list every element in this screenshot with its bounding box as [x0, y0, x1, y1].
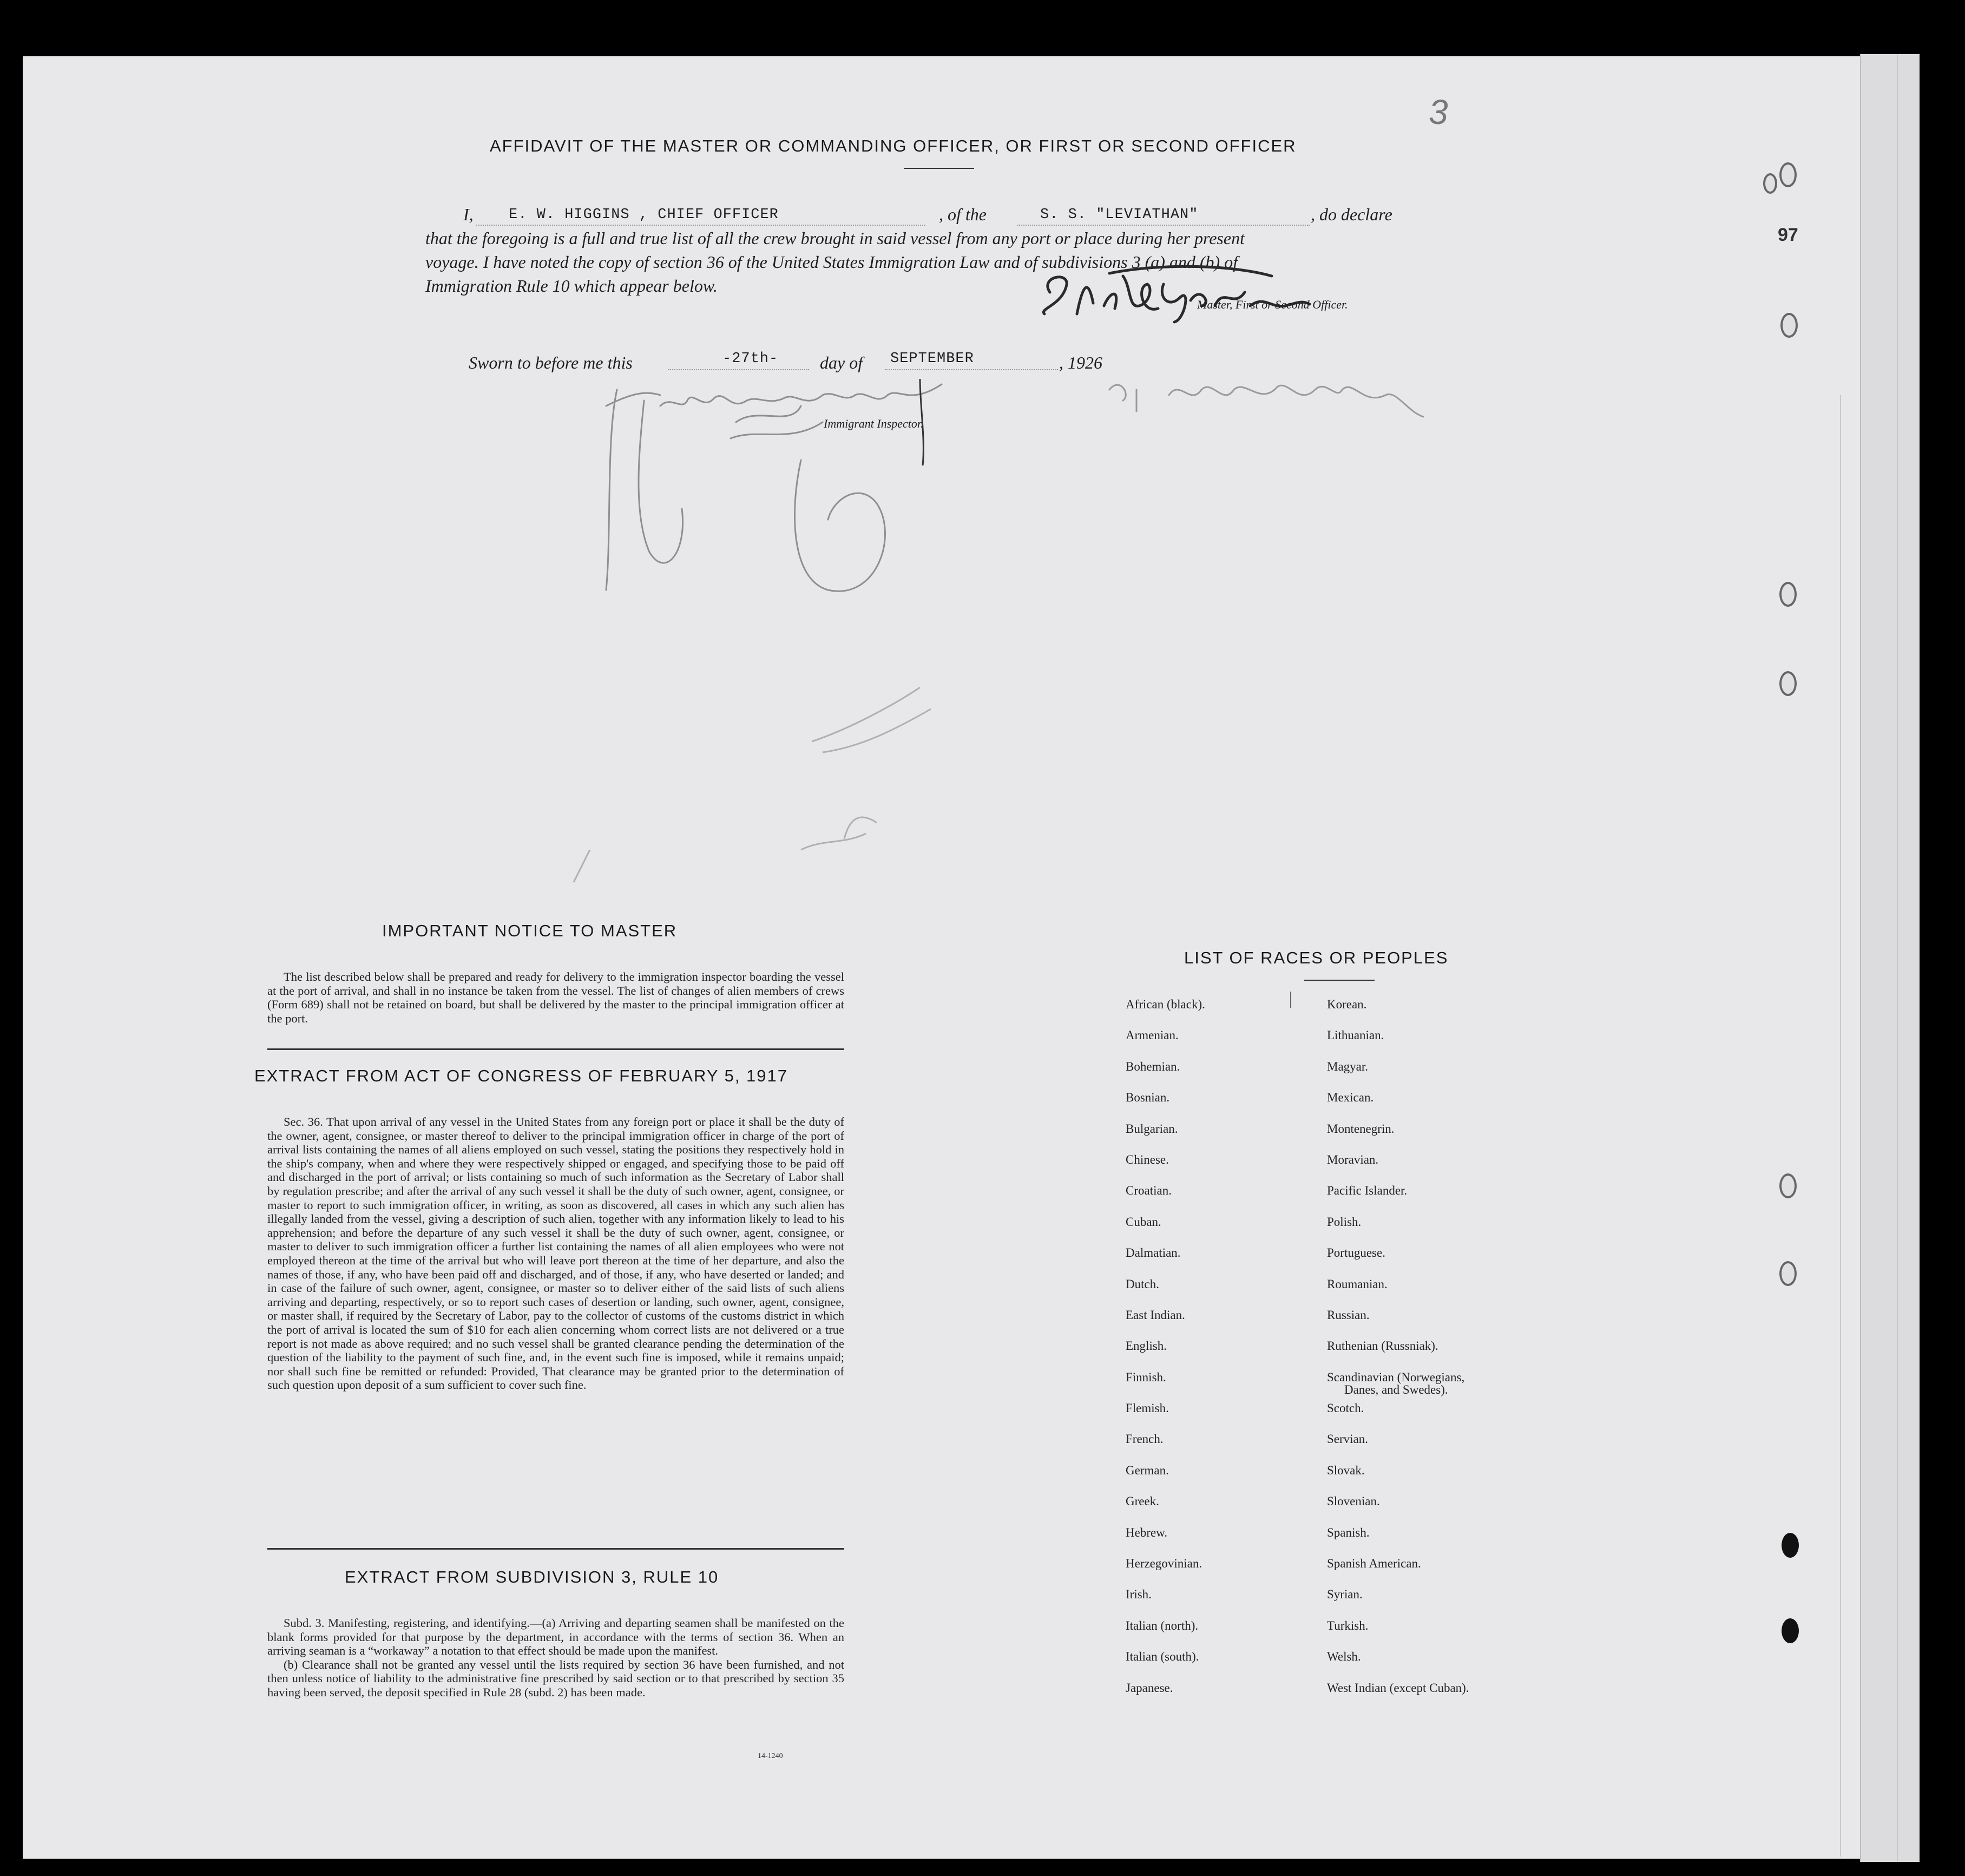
vessel-line [1017, 225, 1310, 226]
race-item: Croatian. [1126, 1184, 1172, 1198]
race-item: Montenegrin. [1327, 1121, 1395, 1136]
race-item: Russian. [1327, 1308, 1370, 1322]
margin-page-number: 97 [1778, 225, 1798, 245]
race-item: Dutch. [1126, 1277, 1159, 1291]
section-rule [267, 1048, 844, 1050]
of-the-label: , of the [939, 205, 987, 224]
punch-hole [1782, 1533, 1799, 1558]
race-item: Italian (north). [1126, 1618, 1199, 1632]
day-of-label: day of [820, 353, 863, 372]
race-item: Spanish. [1327, 1525, 1370, 1539]
race-item: English. [1126, 1339, 1167, 1353]
race-item: French. [1126, 1432, 1164, 1446]
race-item-line-1: Scandinavian (Norwegians, [1327, 1370, 1465, 1384]
race-item: Scotch. [1327, 1401, 1364, 1415]
race-item: Flemish. [1126, 1401, 1169, 1415]
races-title-rule [1304, 980, 1375, 981]
title-rule [904, 168, 974, 169]
punch-hole [1779, 582, 1797, 607]
race-item: Hebrew. [1126, 1525, 1168, 1539]
race-item: Welsh. [1327, 1650, 1361, 1664]
affidavit-line-2: that the foregoing is a full and true list of all the crew brought in said vessel from any port or place during her present [425, 228, 1245, 248]
punch-hole [1780, 313, 1798, 338]
race-item: Polish. [1327, 1215, 1362, 1229]
notice-text [267, 970, 844, 1025]
race-item: Syrian. [1327, 1588, 1363, 1602]
notice-title: IMPORTANT NOTICE TO MASTER [382, 921, 678, 940]
month-line [885, 369, 1058, 371]
notice-paragraph: The list described below shall be prepared and ready for delivery to the immigration inspector boarding the vessel at the port of arrival, and shall in no instance be taken from the vessel. The list of changes of alien members of crews (Form 689) shall not be retained on board, but shall be delivered by the master to the principal immigration officer at the port. [267, 970, 844, 1025]
day-field: -27th- [722, 351, 779, 367]
race-item: Lithuanian. [1327, 1028, 1384, 1042]
race-item: Chinese. [1126, 1152, 1169, 1166]
race-item: Herzegovinian. [1126, 1557, 1202, 1571]
race-item: Bosnian. [1126, 1091, 1170, 1105]
day-line [668, 369, 809, 371]
punch-hole [1779, 1173, 1797, 1198]
section-rule [267, 1548, 844, 1550]
race-item: Spanish American. [1327, 1557, 1421, 1571]
race-item: German. [1126, 1463, 1169, 1477]
month-field: SEPTEMBER [890, 351, 974, 367]
extract-act-text [267, 1115, 844, 1392]
affidavit-line-4: Immigration Rule 10 which appear below. [425, 276, 718, 296]
race-item: Mexican. [1327, 1091, 1374, 1105]
inspector-signature [595, 373, 1440, 612]
race-item: Turkish. [1327, 1618, 1369, 1632]
punch-hole [1779, 1261, 1797, 1286]
race-item: Moravian. [1327, 1152, 1379, 1166]
punch-hole [1763, 173, 1777, 194]
officer-name-field: E. W. HIGGINS , CHIEF OFFICER [509, 207, 779, 223]
race-item: East Indian. [1126, 1308, 1185, 1322]
punch-hole [1782, 1618, 1799, 1643]
extract-rule-title: EXTRACT FROM SUBDIVISION 3, RULE 10 [345, 1567, 719, 1586]
race-item: Irish. [1126, 1588, 1152, 1602]
name-line [476, 225, 925, 226]
year-label: , 1926 [1059, 353, 1102, 372]
margin-number: 3 [1429, 93, 1448, 132]
affidavit-title: AFFIDAVIT OF THE MASTER OR COMMANDING OFFICER, OR FIRST OR SECOND OFFICER [490, 136, 1297, 155]
race-item: Pacific Islander. [1327, 1184, 1408, 1198]
race-item: Magyar. [1327, 1059, 1369, 1073]
race-item: Bulgarian. [1126, 1121, 1178, 1136]
extract-rule-text [267, 1616, 844, 1700]
race-item: Bohemian. [1126, 1059, 1180, 1073]
declarant-label: I, [463, 205, 474, 224]
race-item: Slovak. [1327, 1463, 1365, 1477]
races-left-column [1126, 998, 1205, 1712]
race-item: Greek. [1126, 1494, 1159, 1508]
race-item: Korean. [1327, 998, 1367, 1011]
race-item: Roumanian. [1327, 1277, 1388, 1291]
race-item-scandinavian [1327, 1370, 1469, 1401]
race-item: African (black). [1126, 998, 1205, 1011]
document-page [23, 56, 1860, 1859]
race-item: Armenian. [1126, 1028, 1179, 1042]
race-item: Italian (south). [1126, 1650, 1199, 1664]
page-edge-strip [1860, 54, 1920, 1862]
inspector-caption: Immigrant Inspector. [824, 417, 924, 430]
race-item: Japanese. [1126, 1681, 1173, 1695]
sworn-label: Sworn to before me this [469, 353, 633, 372]
rule-subd-b: (b) Clearance shall not be granted any vessel until the lists required by section 36 have been furnished, and not then unless notice of liability to the administrative fine prescribed by said section or to that prescribed by section 35 having been served, the deposit specified in Rule 28 (subd. 2) has been made. [267, 1657, 844, 1699]
race-item: Slovenian. [1327, 1494, 1380, 1508]
race-item: Portuguese. [1327, 1246, 1385, 1260]
do-declare-label: , do declare [1311, 205, 1392, 224]
page-fold-line [1840, 395, 1841, 1857]
extract-act-paragraph: Sec. 36. That upon arrival of any vessel in the United States from any foreign port or place it shall be the duty of the owner, agent, consignee, or master thereof to deliver to the principal immigration officer in charge of the port of arrival lists containing the names of all aliens employed on such vessel, stating the positions they respectively hold in the ship's company, when and where they were respectively shipped or engaged, and specifying those to be paid off and discharged in the port of arrival; or lists containing so much of such information as the Secretary of Labor shall by regulation prescribe; and after the arrival of any such vessel it shall be the duty of such owner, agent, consignee, or master to report to such immigration officer, in writing, as soon as discovered, all cases in which any such alien has illegally landed from the vessel, giving a description of such alien, together with any information likely to lead to his apprehension; and before the departure of any such vessel it shall be the duty of such owner, agent, consignee, or master to deliver to such immigration officer a further list containing the names of all alien employees who were not employed thereon at the time of the arrival but who will leave port thereon at the time of her departure, and also the names of those, if any, who have been paid off and discharged, and of those, if any, who have deserted or landed; and in case of the failure of such owner, agent, consignee, or master so to deliver either of the said lists of such aliens arriving and departing, respectively, or so to report such cases of desertion or landing, such owner, agent, consignee, or master shall, if required by the Secretary of Labor, pay to the collector of customs of the customs district in which the port of arrival is located the sum of $10 for each alien concerning whom correct lists are not delivered or a true report is not made as above required; and no such vessel shall be granted clearance pending the determination of the question of the liability to the payment of such fine, and, in the event such fine is imposed, while it remains unpaid; nor shall such fine be remitted or refunded: Provided, That clearance may be granted prior to the determination of such question upon deposit of a sum sufficient to cover such fine. [267, 1115, 844, 1392]
race-item: Dalmatian. [1126, 1246, 1181, 1260]
race-item: Servian. [1327, 1432, 1369, 1446]
race-item: Finnish. [1126, 1370, 1166, 1384]
vessel-name-field: S. S. "LEVIATHAN" [1040, 207, 1199, 223]
master-signature-caption: Master, First or Second Officer. [1197, 298, 1348, 311]
rule-subd-a: Subd. 3. Manifesting, registering, and identifying.—(a) Arriving and departing seamen shall be manifested on the blank forms provided for that purpose by the department, in accordance with the terms of section 36. When an arriving seaman is a “workaway” a notation to that effect should be made upon the manifest. [267, 1616, 844, 1658]
pencil-marks [541, 677, 1028, 893]
races-title: LIST OF RACES OR PEOPLES [1184, 948, 1449, 967]
race-item-line-2: Danes, and Swedes). [1344, 1382, 1448, 1396]
race-item: West Indian (except Cuban). [1327, 1681, 1469, 1695]
race-item: Ruthenian (Russniak). [1327, 1339, 1438, 1353]
extract-act-title: EXTRACT FROM ACT OF CONGRESS OF FEBRUARY 5, 1917 [254, 1066, 788, 1085]
column-divider-mark [1290, 992, 1291, 1008]
race-item: Cuban. [1126, 1215, 1161, 1229]
master-signature [1028, 254, 1418, 325]
races-right-column [1327, 998, 1469, 1712]
page-edge-line [1897, 54, 1898, 1862]
punch-hole [1779, 162, 1797, 187]
form-number: 14-1240 [758, 1752, 783, 1760]
punch-hole [1779, 671, 1797, 696]
affidavit-line-3: voyage. I have noted the copy of section 36 of the United States Immigration Law and of subdivisions 3 (a) and (b) of [425, 252, 1238, 272]
